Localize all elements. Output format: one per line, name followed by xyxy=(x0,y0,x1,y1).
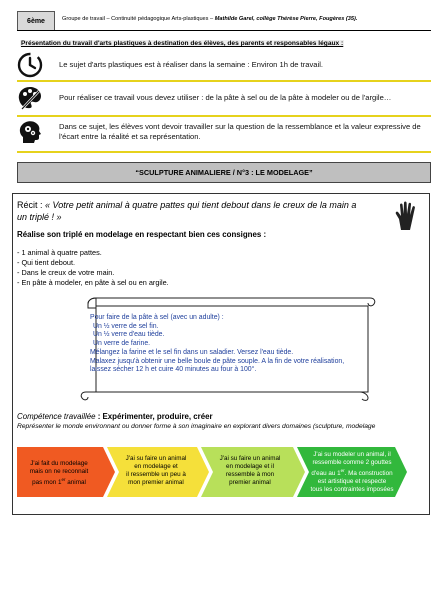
list-item: - En pâte à modeler, en pâte à sel ou en argile. xyxy=(17,278,169,287)
header-rule xyxy=(17,30,431,31)
level-4-text xyxy=(303,451,401,494)
author-label: Mathilde Garel, collège Thérèse Pierre, Fougères (35). xyxy=(214,16,358,22)
level-line: premier animal xyxy=(229,479,271,486)
list-item: - Dans le creux de votre main. xyxy=(17,268,115,277)
competence-description: Représenter le monde environnant ou donner forme à son imaginaire en explorant divers domaines (sculpture, modelage xyxy=(17,423,376,430)
level-line: ressemble comme 2 gouttes xyxy=(312,459,392,466)
info-text-materials: Pour réaliser ce travail vous devez utiliser : de la pâte à sel ou de la pâte à modeler ou de l'argile… xyxy=(59,93,392,102)
consigne: Réalise son triplé en modelage en respectant bien ces consignes : xyxy=(17,230,267,239)
recipe-line: Pour faire de la pâte à sel (avec un adulte) : xyxy=(90,314,224,321)
list-item: - 1 animal à quatre pattes. xyxy=(17,248,102,257)
info-row-materials xyxy=(17,85,431,111)
presentation-title: Présentation du travail d'arts plastiques à destination des élèves, des parents et responsables légaux : xyxy=(21,40,344,47)
divider xyxy=(17,80,431,82)
competence-value: : Expérimenter, produire, créer xyxy=(95,412,213,421)
info-text-time: Le sujet d'arts plastiques est à réaliser dans la semaine : Environ 1h de travail. xyxy=(59,60,323,69)
header-info xyxy=(62,16,357,22)
level-line: J'ai fait du modelage xyxy=(30,460,88,467)
recit-label: Récit : xyxy=(17,200,46,210)
level-1-text xyxy=(17,460,101,487)
recit-text: « Votre petit animal à quatre pattes qui tient debout dans le creux de la main a un triplé ! » xyxy=(17,200,357,222)
recipe-line: Mélangez la farine et le sel fin dans un saladier. Versez l'eau tiède. xyxy=(90,348,294,356)
level-line: J'ai su faire un animal xyxy=(219,455,281,462)
level-line: il ressemble un peu à xyxy=(126,471,186,478)
level-line: d'eau au 1er. Ma construction xyxy=(311,468,393,478)
info-row-objective xyxy=(17,119,431,145)
info-text-objective: Dans ce sujet, les élèves vont devoir travailler sur la question de la ressemblance et la valeur expressive de l'écart entre la réalité et sa représentation. xyxy=(59,122,421,141)
recipe-line: Un verre de farine. xyxy=(93,340,151,348)
level-line: en modelage et il xyxy=(226,463,274,470)
competence xyxy=(17,412,213,421)
level-line: ressemble à mon xyxy=(225,471,275,478)
level-line: mais on ne reconnait xyxy=(29,468,89,475)
hand-icon xyxy=(393,201,419,231)
list-item: - Qui tient debout. xyxy=(17,258,76,267)
constraint-list xyxy=(17,248,169,288)
recipe-line: Un ½ verre d'eau tiède. xyxy=(93,331,165,339)
divider xyxy=(17,151,431,153)
section-title: “SCULPTURE ANIMALIERE / N°3 : LE MODELAGE” xyxy=(17,162,431,183)
level-line: mon premier animal xyxy=(128,479,184,486)
level-3-text xyxy=(206,455,294,487)
palette-icon xyxy=(17,85,43,111)
recit xyxy=(17,199,367,223)
level-line: pas mon 1er animal xyxy=(32,477,86,487)
recipe-line: Un ½ verre de sel fin. xyxy=(93,322,159,330)
info-row-time xyxy=(17,52,431,78)
competence-label: Compétence travaillée xyxy=(17,412,96,421)
recipe-line: Malaxez jusqu'à obtenir une belle boule de pâte souple. A la fin de votre réalisation, laissez sécher 12 h et cuire 40 minutes au four à 100°. xyxy=(90,357,345,374)
divider xyxy=(17,115,431,117)
group-label: Groupe de travail – Continuité pédagogique Arts-plastiques – xyxy=(62,16,215,22)
recipe-text xyxy=(90,314,352,375)
head-gears-icon xyxy=(17,119,43,145)
level-line: J'ai su modeler un animal, il xyxy=(313,451,391,458)
level-line: en modelage et xyxy=(134,463,178,470)
level-line: J'ai su faire un animal xyxy=(125,455,187,462)
level-2-text xyxy=(113,455,199,487)
level-line: est artistique et respecte xyxy=(317,478,387,486)
grade-badge: 6ème xyxy=(17,11,55,31)
level-line: tous les contraintes imposées xyxy=(310,486,394,494)
clock-icon xyxy=(17,52,43,78)
